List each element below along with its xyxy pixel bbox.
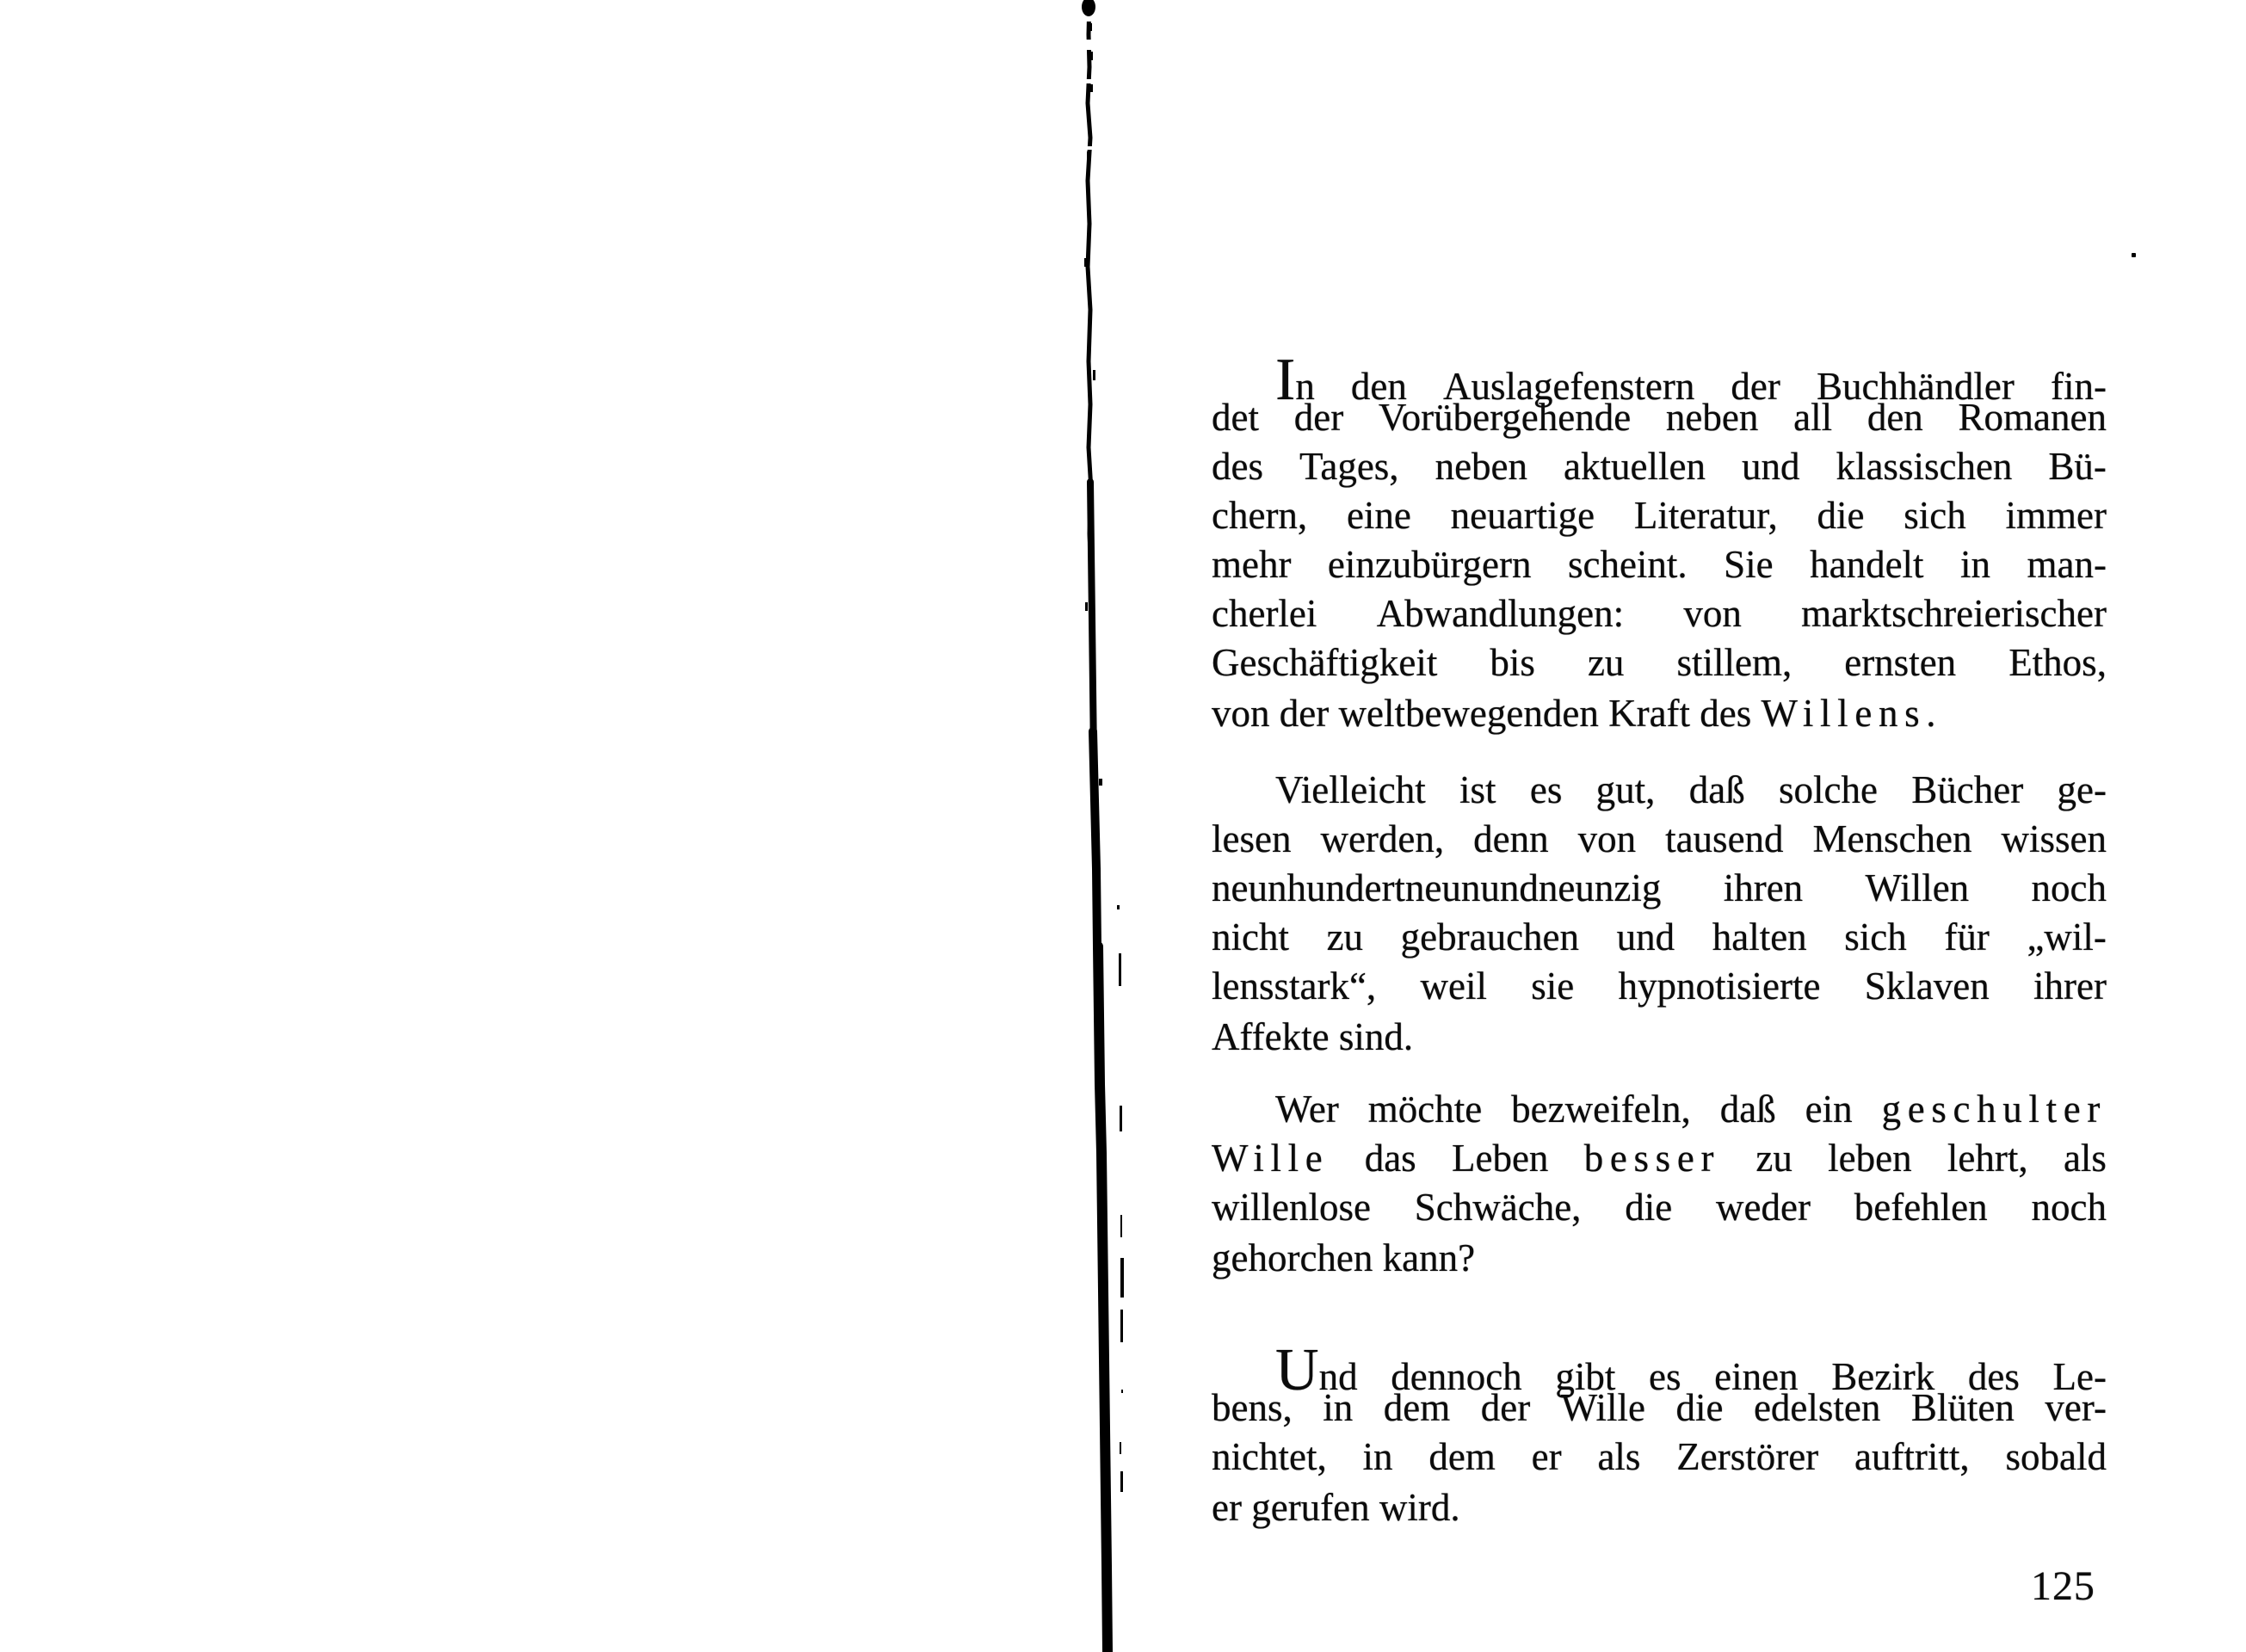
book-gutter-binding-line	[1058, 0, 1136, 1652]
text-line: Geschäftigkeit bis zu stillem, ernsten Ethos,	[1212, 641, 2107, 684]
text-line: In den Auslagefenstern der Buchhändler fin-	[1275, 347, 2107, 413]
text-line: er gerufen wird.	[1212, 1486, 1460, 1529]
text-line: nichtet, in dem er als Zerstörer auftritt, sobald	[1212, 1435, 2107, 1478]
text-line: Und dennoch gibt es einen Bezirk des Le-	[1275, 1337, 2107, 1403]
dust-speck	[2132, 253, 2136, 257]
text-line: cherlei Abwandlungen: von marktschreierischer	[1212, 592, 2107, 635]
page-number: 125	[2031, 1563, 2095, 1609]
text-line: Wer möchte bezweifeln, daß ein geschulter	[1275, 1088, 2107, 1131]
enlarged-initial-letter: I	[1275, 347, 1296, 413]
text-line: lensstark“, weil sie hypnotisierte Sklaven ihrer	[1212, 965, 2107, 1008]
left-blank-page	[0, 0, 1058, 1652]
text-line: lesen werden, denn von tausend Menschen wissen	[1212, 817, 2107, 860]
paragraph	[1212, 346, 2107, 738]
paragraph	[1212, 1336, 2107, 1532]
text-line: det der Vorübergehende neben all den Romanen	[1212, 396, 2107, 439]
text-block	[1212, 346, 2107, 1532]
text-line: Wille das Leben besser zu leben lehrt, als	[1212, 1137, 2107, 1180]
text-line: nicht zu gebrauchen und halten sich für „wil-	[1212, 915, 2107, 959]
text-line: von der weltbewegenden Kraft des Willens.	[1212, 692, 1943, 735]
text-line: mehr einzubürgern scheint. Sie handelt in man-	[1212, 543, 2107, 586]
text-line: gehorchen kann?	[1212, 1236, 1476, 1279]
text-line: chern, eine neuartige Literatur, die sich immer	[1212, 494, 2107, 537]
paragraph	[1212, 1087, 2107, 1283]
text-line: bens, in dem der Wille die edelsten Blüten ver-	[1212, 1386, 2107, 1429]
text-line: Vielleicht ist es gut, daß solche Bücher ge-	[1275, 768, 2107, 811]
text-line: Affekte sind.	[1212, 1015, 1414, 1058]
paragraph	[1212, 767, 2107, 1062]
text-line: des Tages, neben aktuellen und klassischen Bü-	[1212, 445, 2107, 488]
enlarged-initial-letter: U	[1275, 1337, 1319, 1403]
text-line: willenlose Schwäche, die weder befehlen noch	[1212, 1186, 2107, 1229]
text-line: neunhundertneunundneunzig ihren Willen noch	[1212, 866, 2107, 909]
